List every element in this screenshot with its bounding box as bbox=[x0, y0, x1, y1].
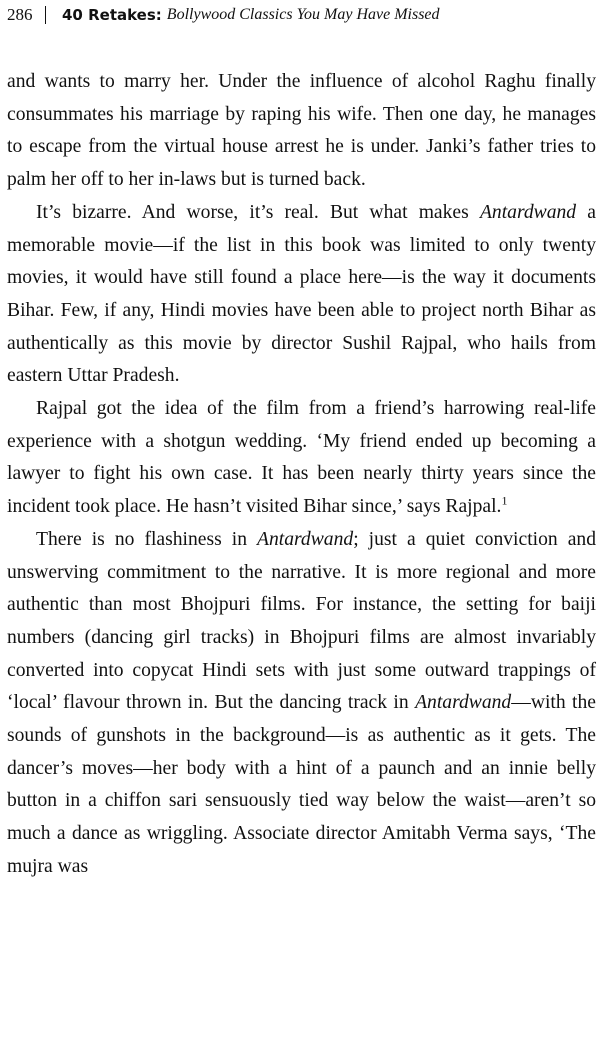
running-header bbox=[7, 4, 440, 26]
book-subtitle: Bollywood Classics You May Have Missed bbox=[166, 6, 440, 23]
paragraph bbox=[7, 524, 596, 884]
header-divider bbox=[45, 6, 47, 24]
italic-title: Antardwand bbox=[257, 528, 354, 550]
text-run: —with the sounds of gunshots in the background—is as authentic as it gets. The dancer’s moves—her body with a hint of a paunch and an innie belly button in a chiffon sari sensuously tied way below the waist—aren’t so much a dance as wriggling. Associate director Amitabh Verma says, ‘The mujra was bbox=[7, 692, 596, 877]
text-run: a memorable movie—if the list in this book was limited to only twenty movies, it would have still found a place here—is the way it documents Bihar. Few, if any, Hindi movies have been able to project north Bihar as authentically as this movie by director Sushil Rajpal, who hails from eastern Uttar Pradesh. bbox=[7, 201, 596, 387]
text-run: and wants to marry her. Under the influence of alcohol Raghu finally consummates his marriage by raping his wife. Then one day, he manages to escape from the virtual house arrest he is under. Janki’s father tries to palm her off to her in-laws but is turned back. bbox=[7, 71, 596, 191]
italic-title: Antardwand bbox=[415, 692, 512, 714]
paragraph bbox=[7, 197, 596, 393]
text-run: It’s bizarre. And worse, it’s real. But what makes bbox=[36, 201, 480, 223]
paragraph bbox=[7, 393, 596, 524]
text-run: Rajpal got the idea of the film from a friend’s harrowing real-life experience with a shotgun wedding. ‘My friend ended up becoming a lawyer to fight his own case. It has been nearly thirty years since the incident took place. He hasn’t visited Bihar since,’ says Rajpal. bbox=[7, 398, 596, 518]
body-text bbox=[7, 66, 596, 884]
text-run: There is no flashiness in bbox=[36, 528, 258, 550]
paragraph bbox=[7, 66, 596, 197]
page-number: 286 bbox=[7, 5, 33, 24]
italic-title: Antardwand bbox=[479, 201, 577, 223]
book-title: 40 Retakes: bbox=[62, 6, 162, 24]
footnote-marker: 1 bbox=[501, 493, 508, 508]
text-run: ; just a quiet conviction and unswerving commitment to the narrative. It is more regional and more authentic than most Bhojpuri films. For instance, the setting for baiji numbers (dancing girl tracks) in Bhojpuri films are almost invariably converted into copycat Hindi sets with just some outward trappings of ‘local’ flavour thrown in. But the dancing track in bbox=[7, 528, 596, 714]
